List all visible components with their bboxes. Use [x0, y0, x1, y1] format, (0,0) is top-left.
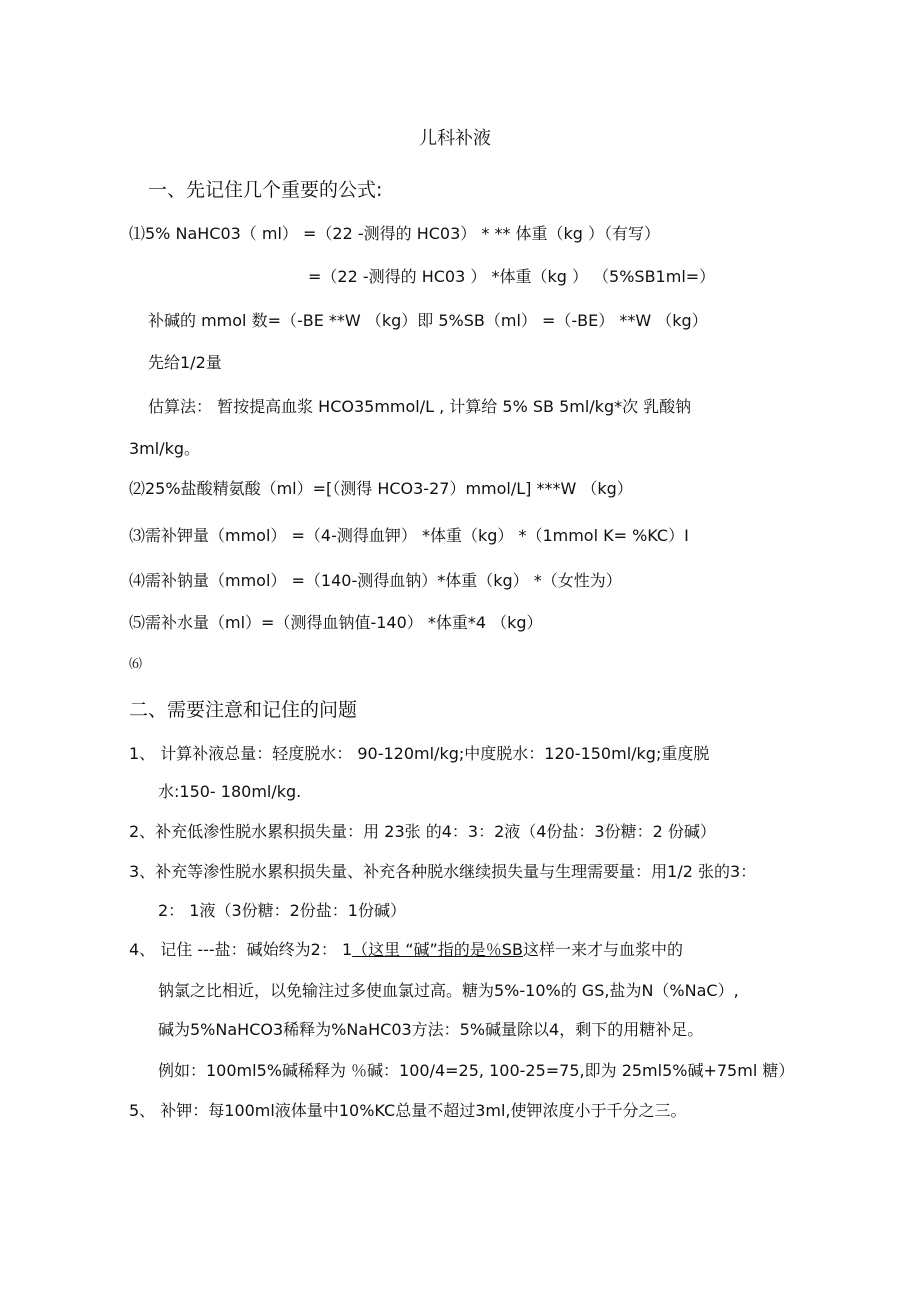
item-4-line-3: 碱为5%NaHCO3稀释为%NaHC03方法：5%碱量除以4，剩下的用糖补足。	[158, 1020, 704, 1039]
item-4-line-4: 例如：100ml5%碱稀释为 ％碱：100/4=25, 100-25=75,即为 25ml5%碱+75ml 糖）	[158, 1061, 795, 1080]
item-1-line-2: 水:150- 180ml/kg.	[158, 782, 302, 801]
formula-2: ⑵25%盐酸精氨酸（ml）=[（测得 HCO3-27）mmol/L] ***W （kg）	[129, 479, 633, 498]
item-4-text-a: 4、 记住 ---盐：碱始终为2： 1	[129, 940, 353, 959]
item-5: 5、 补钾：每100ml液体量中10%KC总量不超过3ml,使钾浓度小于千分之三。	[129, 1101, 687, 1120]
page-title: 儿科补液	[419, 128, 491, 149]
item-3-line-2: 2： 1液（3份糖：2份盐：1份碱）	[158, 901, 406, 920]
estimate-method-line-2: 3ml/kg。	[129, 439, 201, 458]
formula-3: ⑶需补钾量（mmol） =（4-测得血钾） *体重（kg） *（1mmol K= %KC）I	[129, 526, 689, 545]
estimate-method-line-1: 估算法： 暂按提高血浆 HCO35mmol/L , 计算给 5% SB 5ml/kg*次 乳酸钠	[148, 397, 692, 416]
formula-6: ⑹	[129, 657, 143, 672]
item-4-text-b: 这样一来才与血浆中的	[522, 940, 683, 959]
item-2: 2、补充低渗性脱水累积损失量：用 23张 的4：3：2液（4份盐：3份糖：2 份碱）	[129, 822, 716, 841]
item-3-line-1: 3、补充等渗性脱水累积损失量、补充各种脱水继续损失量与生理需要量：用1/2 张的3：	[129, 862, 757, 881]
formula-1-line-1: ⑴5% NaHC03（ ml） =（22 -测得的 HC03） * ** 体重（kg ）（有写）	[129, 224, 661, 243]
section-2-heading: 二、需要注意和记住的问题	[129, 699, 358, 721]
formula-1-line-2: =（22 -测得的 HC03 ） *体重（kg ） （5%SB1ml=）	[308, 267, 716, 286]
formula-4: ⑷需补钠量（mmol） =（140-测得血钠）*体重（kg） *（女性为）	[129, 571, 622, 590]
first-half-note: 先给1/2量	[148, 353, 222, 372]
item-4-line-2: 钠氯之比相近，以免输注过多使血氯过高。糖为5%-10%的 GS,盐为N（%NaC）,	[158, 981, 739, 1000]
formula-5: ⑸需补水量（ml）=（测得血钠值-140） *体重*4 （kg）	[129, 613, 543, 632]
item-4-underlined-note: （这里 “碱”指的是％SB	[352, 940, 523, 959]
item-1-line-1: 1、 计算补液总量：轻度脱水： 90-120ml/kg;中度脱水：120-150ml/kg;重度脱	[129, 744, 710, 763]
section-1-heading: 一、先记住几个重要的公式:	[148, 179, 383, 201]
item-4-line-1	[129, 940, 683, 960]
base-mmol-formula: 补碱的 mmol 数=（-BE **W （kg）即 5%SB（ml） =（-BE） **W （kg）	[148, 311, 708, 330]
